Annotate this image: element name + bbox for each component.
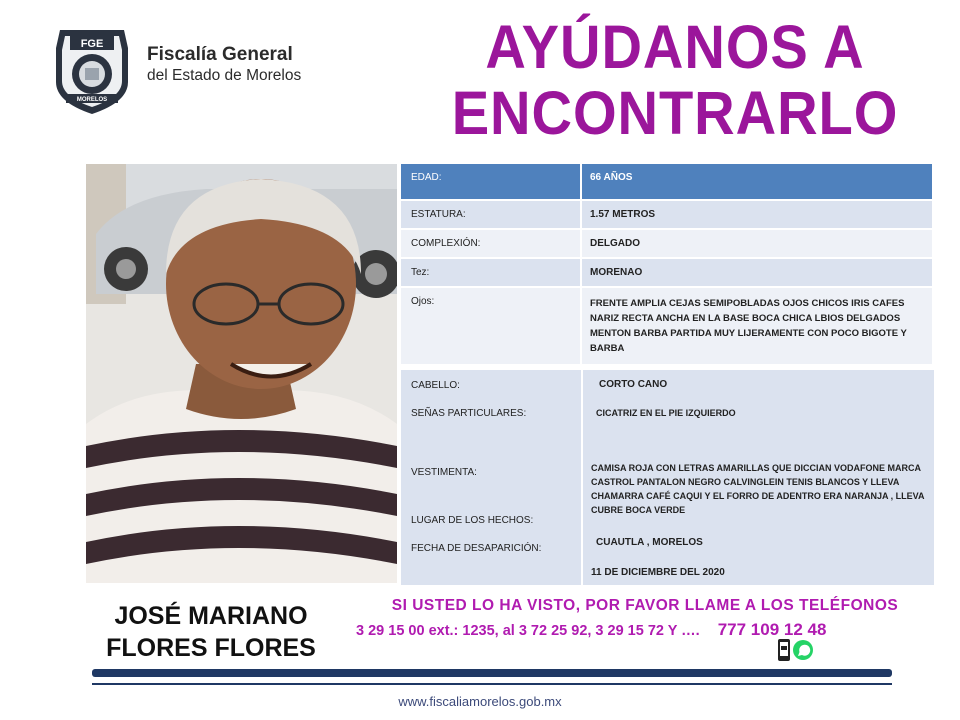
place-value: CUAUTLA , MORELOS	[596, 537, 703, 548]
call-to-action: SI USTED LO HA VISTO, POR FAVOR LLAME A LOS TELÉFONOS	[391, 597, 899, 614]
footer-bar	[92, 669, 892, 677]
person-name-line1: JOSÉ MARIANO	[114, 602, 308, 630]
headline-line1: AYÚDANOS A	[485, 13, 865, 81]
footer-line	[92, 683, 892, 685]
place-label: LUGAR DE LOS HECHOS:	[411, 515, 534, 526]
marks-value: CICATRIZ EN EL PIE IZQUIERDO	[596, 408, 736, 418]
date-value: 11 DE DICIEMBRE DEL 2020	[591, 567, 725, 578]
logo-state: MORELOS	[76, 97, 108, 103]
phone-list: 3 29 15 00 ext.: 1235, al 3 72 25 92, 3 29 15 72 Y ….	[356, 623, 700, 639]
eyes-value: FRENTE AMPLIA CEJAS SEMIPOBLADAS OJOS CHICOS IRIS CAFES NARIZ RECTA ANCHA EN LA BASE BOCA CHICA LBIOS DELGADOS MENTON BARBA PARTIDA MUY LIJERAMENTE CON POCO BIGOTE Y BARBA	[581, 287, 933, 364]
table-row	[401, 229, 933, 258]
person-name-line2: FLORES FLORES	[106, 634, 316, 662]
clothing-label: VESTIMENTA:	[411, 467, 477, 478]
description-table	[401, 164, 934, 364]
headline-line2: ENCONTRARLO	[451, 79, 899, 147]
height-label: ESTATURA:	[401, 200, 581, 229]
headline	[427, 14, 924, 146]
table-row	[401, 200, 933, 229]
age-label: EDAD:	[401, 164, 581, 200]
agency-name	[147, 44, 301, 85]
logo-abbr: FGE	[80, 38, 104, 50]
hair-value: CORTO CANO	[599, 379, 668, 390]
phone-numbers	[356, 620, 826, 640]
complexion-value: MORENAO	[581, 258, 933, 287]
hair-label: CABELLO:	[411, 380, 460, 391]
complexion-label: Tez:	[401, 258, 581, 287]
table-row	[401, 258, 933, 287]
build-label: COMPLEXIÓN:	[401, 229, 581, 258]
build-value: DELGADO	[581, 229, 933, 258]
website-link[interactable]: www.fiscaliamorelos.gob.mx	[398, 694, 562, 709]
details-block	[401, 370, 934, 585]
phone-message-icon	[778, 639, 790, 661]
marks-label: SEÑAS PARTICULARES:	[411, 408, 527, 419]
eyes-label: Ojos:	[401, 287, 581, 364]
person-name	[86, 600, 336, 664]
main-phone: 777 109 12 48	[717, 620, 827, 639]
agency-name-line2: del Estado de Morelos	[147, 67, 302, 84]
whatsapp-icon	[793, 640, 813, 660]
height-value: 1.57 METROS	[581, 200, 933, 229]
contact-icons	[776, 638, 816, 662]
age-value: 66 AÑOS	[581, 164, 933, 200]
table-row	[401, 164, 933, 200]
clothing-value: CAMISA ROJA CON LETRAS AMARILLAS QUE DICCIAN VODAFONE MARCA CASTROL PANTALON NEGRO CALVINGLEIN TENIS BLANCOS Y LLEVA CHAMARRA CAFÉ CAQUI Y EL FORRO DE ADENTRO ERA NARANJA , LLEVA CUBRE BOCA VERDE	[591, 463, 925, 515]
missing-person-photo	[86, 164, 397, 583]
table-row	[401, 287, 933, 364]
agency-name-line1: Fiscalía General	[147, 44, 293, 65]
fge-logo	[52, 24, 132, 116]
date-label: FECHA DE DESAPARICIÓN:	[411, 543, 542, 554]
